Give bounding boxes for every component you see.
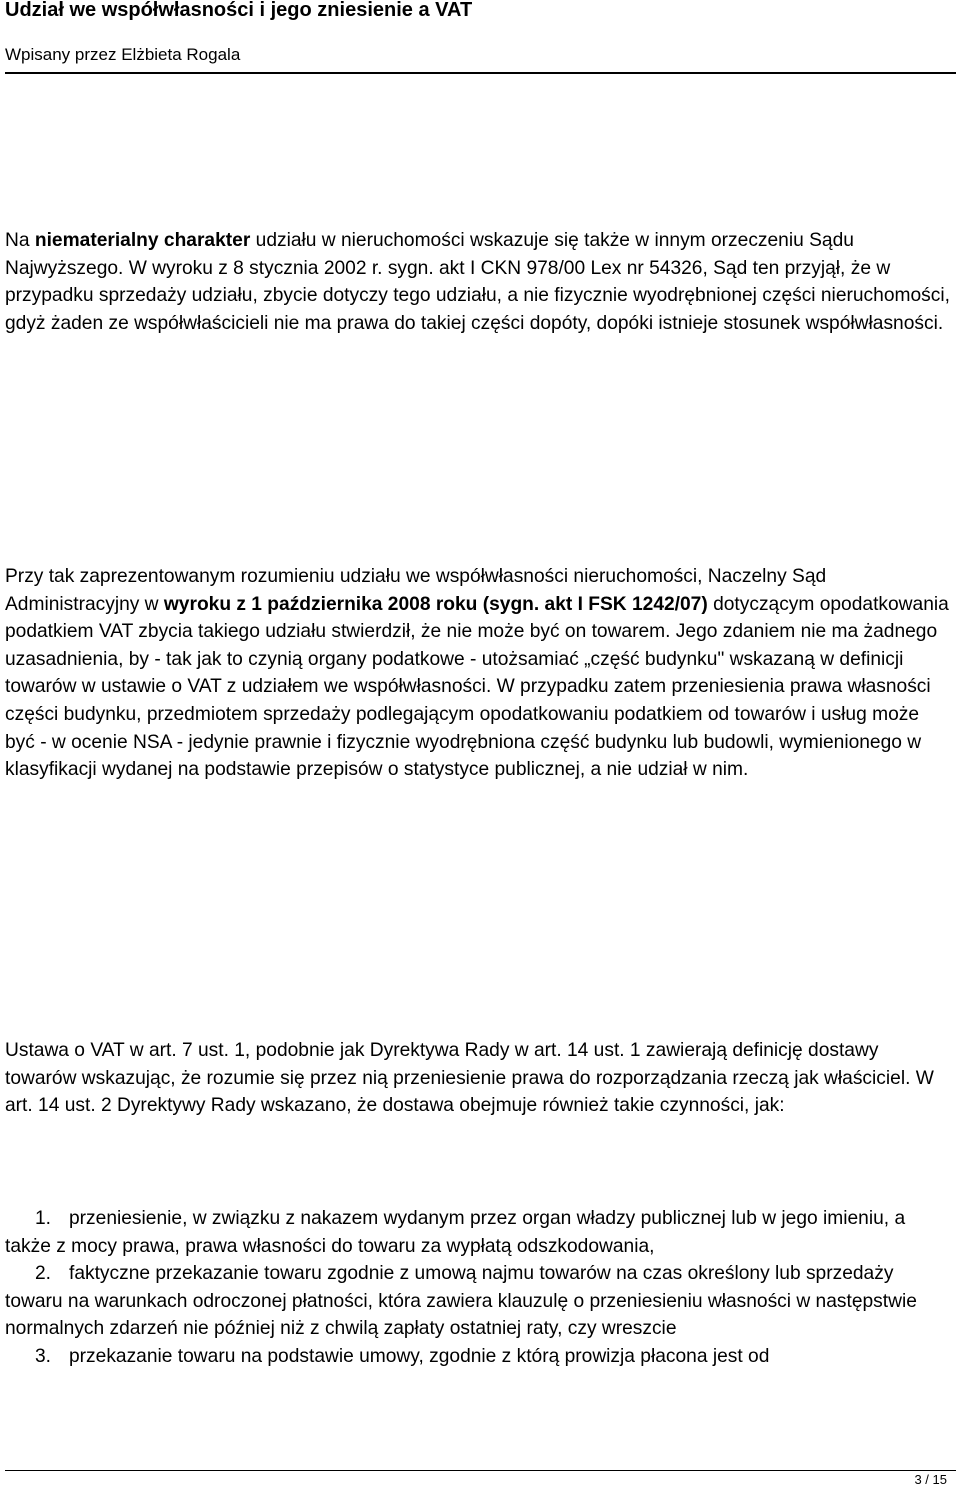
paragraph-1-text-start: Na <box>5 230 35 251</box>
footer-divider <box>5 1470 956 1471</box>
list-item-number: 1. <box>35 1208 52 1229</box>
paragraph-3: Ustawa o VAT w art. 7 ust. 1, podobnie jak Dyrektywa Rady w art. 14 ust. 1 zawierają definicję dostawy towarów wskazując, że rozumie się przez nią przeniesienie prawa do rozporządzania rzeczą jak właściciel. W art. 14 ust. 2 Dyrektywy Rady wskazano, że dostawa obejmuje również takie czynności, jak: <box>5 1040 934 1117</box>
page-number: 3 / 15 <box>914 1472 947 1487</box>
document-title: Udział we współwłasności i jego zniesienie a VAT <box>5 0 473 21</box>
list-item-text: przekazanie towaru na podstawie umowy, zgodnie z którą prowizja płacona jest od <box>69 1345 770 1367</box>
paragraph-1-bold-phrase: niematerialny charakter <box>34 230 251 251</box>
paragraph-2-text-start: Przy tak zaprezentowanym rozumieniu udziału we współwłasności nieruchomości, Naczelny Sąd Administracyjny w <box>5 566 827 615</box>
list-item <box>5 1205 953 1260</box>
list-item-number: 3. <box>35 1345 52 1367</box>
paragraph-1 <box>5 227 953 337</box>
paragraph-2-bold-citation: wyroku z 1 października 2008 roku (sygn. akt I FSK 1242/07) <box>163 593 708 615</box>
paragraph-2-text-end: dotyczącym opodatkowania podatkiem VAT zbycia takiego udziału stwierdził, że nie może być on towarem. Jego zdaniem nie ma żadnego uzasadnienia, by - tak jak to czynią organy podatkowe - utożsamiać „część budynku" wskazaną w definicji towarów w ustawie o VAT z udziałem we współwłasności. W przypadku zatem przeniesienia prawa własności części budynku, przedmiotem sprzedaży podlegającym opodatkowaniu podatkiem od towarów i usług może być - w ocenie NSA - jedynie prawnie i fizycznie wyodrębniona część budynku lub budowli, wymienionego w klasyfikacji wydanej na podstawie przepisów o statystyce publicznej, a nie udział w nim. <box>5 593 949 781</box>
list-item <box>5 1343 953 1371</box>
list-item-text: przeniesienie, w związku z nakazem wydanym przez organ władzy publicznej lub w jego imieniu, a także z mocy prawa, prawa własności do towaru za wypłatą odszkodowania, <box>5 1208 906 1257</box>
header-divider <box>5 72 956 74</box>
numbered-list <box>5 1205 953 1371</box>
list-item-text: faktyczne przekazanie towaru zgodnie z umową najmu towarów na czas określony lub sprzedaży towaru na warunkach odroczonej płatności, która zawiera klauzulę o przeniesieniu własności w następstwie normalnych zdarzeń nie później niż z chwilą zapłaty ostatniej raty, czy wreszcie <box>5 1263 917 1340</box>
paragraph-1-text-end: udziału w nieruchomości wskazuje się także w innym orzeczeniu Sądu Najwyższego. W wyroku z 8 stycznia 2002 r. sygn. akt I CKN 978/00 Lex nr 54326, Sąd ten przyjął, że w przypadku sprzedaży udziału, zbycie dotyczy tego udziału, a nie fizycznie wyodrębnionej części nieruchomości, gdyż żaden ze współwłaścicieli nie ma prawa do takiej części dopóty, dopóki istnieje stosunek współwłasności. <box>5 230 950 334</box>
paragraph-2 <box>5 563 953 784</box>
author-line: Wpisany przez Elżbieta Rogala <box>5 45 241 64</box>
list-item-number: 2. <box>35 1263 52 1285</box>
list-item <box>5 1260 953 1343</box>
